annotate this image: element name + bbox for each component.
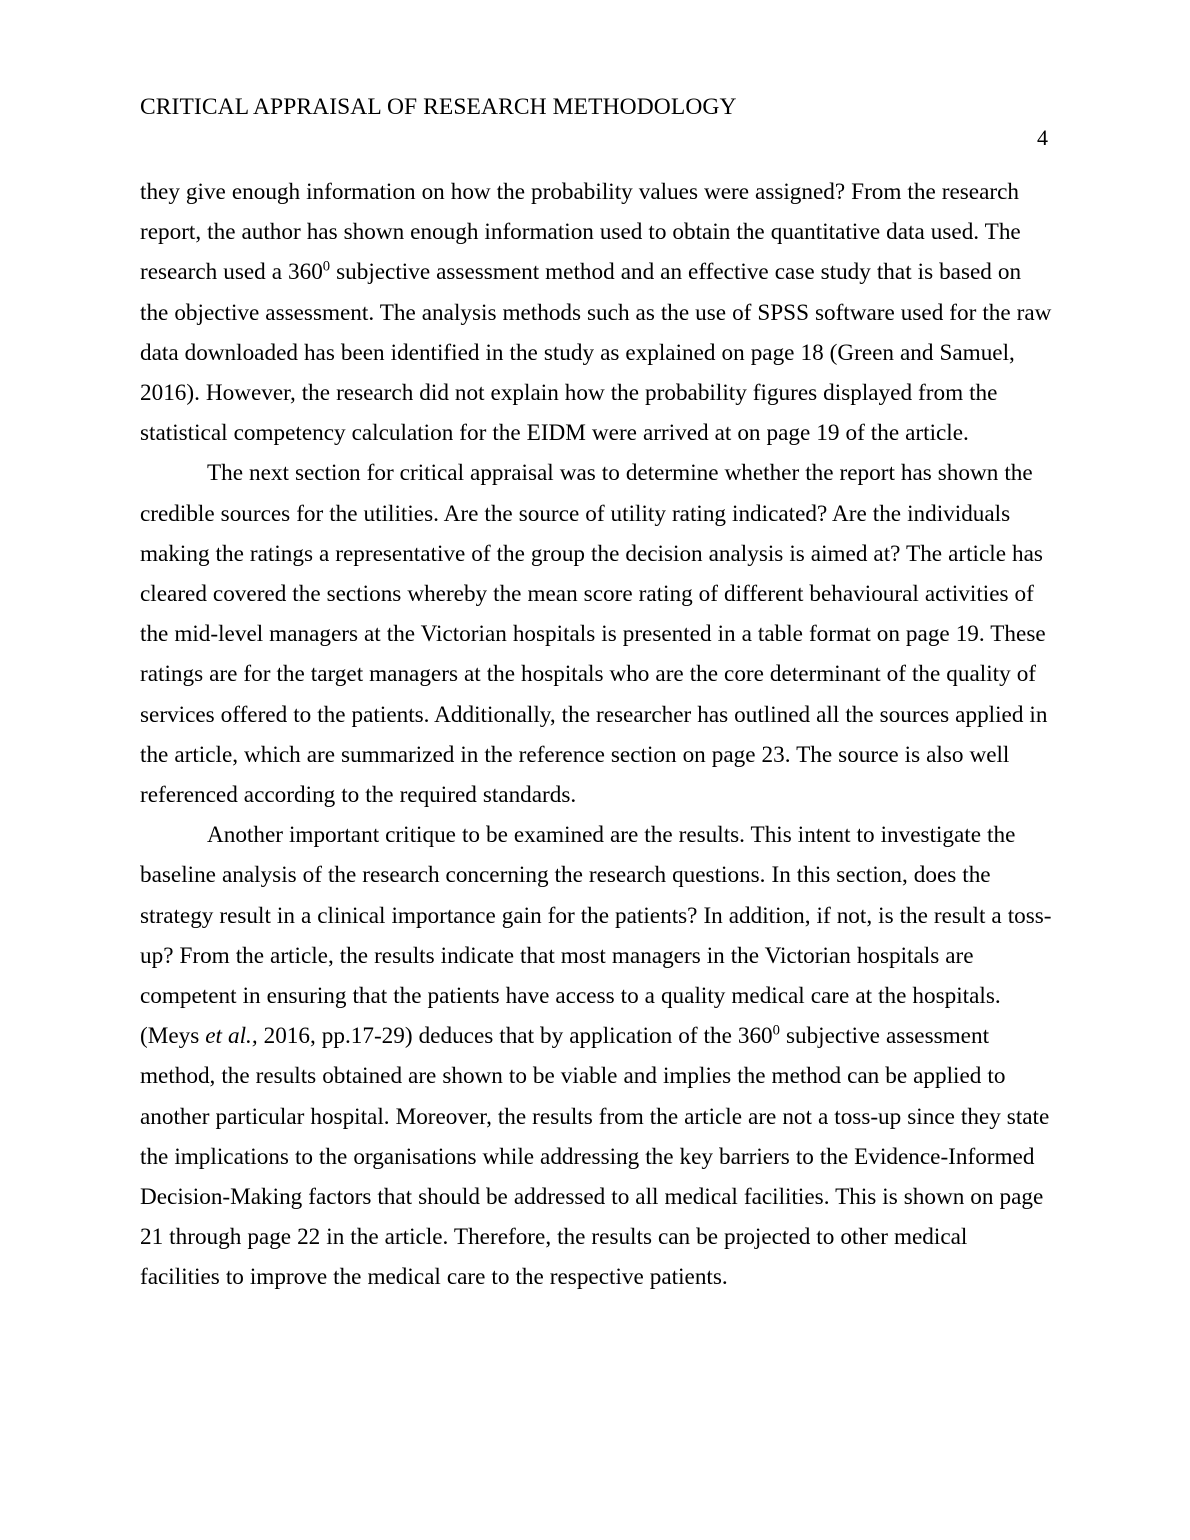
- paragraph-2-text: The next section for critical appraisal was to determine whether the report has shown the credible sources for the utilities. Are the source of utility rating indicated? Are the individuals making the ratings a representative of the group the decision analysis is aimed at? The article has cleared covered the sections whereby the mean score rating of different behavioural activities of the mid-level managers at the Victorian hospitals is presented in a table format on page 19. These ratings are for the target managers at the hospitals who are the core determinant of the quality of services offered to the patients. Additionally, the researcher has outlined all the sources applied in the article, which are summarized in the reference section on page 23. The source is also well referenced according to the required standards.: [140, 460, 1048, 809]
- paragraph-2: [140, 453, 1052, 815]
- paragraph-3-text-b: 2016, pp.17-29) deduces that by application of the 360: [257, 1023, 773, 1050]
- paragraph-1: [140, 172, 1052, 453]
- running-head: CRITICAL APPRAISAL OF RESEARCH METHODOLOGY: [140, 94, 737, 120]
- page-number: 4: [1037, 125, 1048, 150]
- document-body: [140, 172, 1052, 1298]
- paragraph-1-text-b: subjective assessment method and an effective case study that is based on the objective assessment. The analysis methods such as the use of SPSS software used for the raw data downloaded has been identified in the study as explained on page 18 (Green and Samuel, 2016). However, the research did not explain how the probability figures displayed from the statistical competency calculation for the EIDM were arrived at on page 19 of the article.: [140, 259, 1052, 447]
- paragraph-1-text-a: they give enough information on how the probability values were assigned? From the research report, the author has shown enough information used to obtain the quantitative data used. The research used a 360: [140, 179, 1021, 286]
- paragraph-3-text-a: Another important critique to be examined are the results. This intent to investigate the baseline analysis of the research concerning the research questions. In this section, does the strategy result in a clinical importance gain for the patients? In addition, if not, is the result a toss-up? From the article, the results indicate that most managers in the Victorian hospitals are competent in ensuring that the patients have access to a quality medical care at the hospitals. (Meys: [140, 822, 1052, 1050]
- degree-superscript-2: 0: [772, 1022, 780, 1039]
- degree-superscript-1: 0: [322, 258, 331, 275]
- paragraph-3-text-c: subjective assessment method, the results obtained are shown to be viable and implies the method can be applied to another particular hospital. Moreover, the results from the article are not a toss-up since they state the implications to the organisations while addressing the key barriers to the Evidence-Informed Decision-Making factors that should be addressed to all medical facilities. This is shown on page 21 through page 22 in the article. Therefore, the results can be projected to other medical facilities to improve the medical care to the respective patients.: [140, 1023, 1050, 1291]
- citation-et-al: et al.,: [205, 1023, 258, 1050]
- paragraph-3: [140, 815, 1052, 1297]
